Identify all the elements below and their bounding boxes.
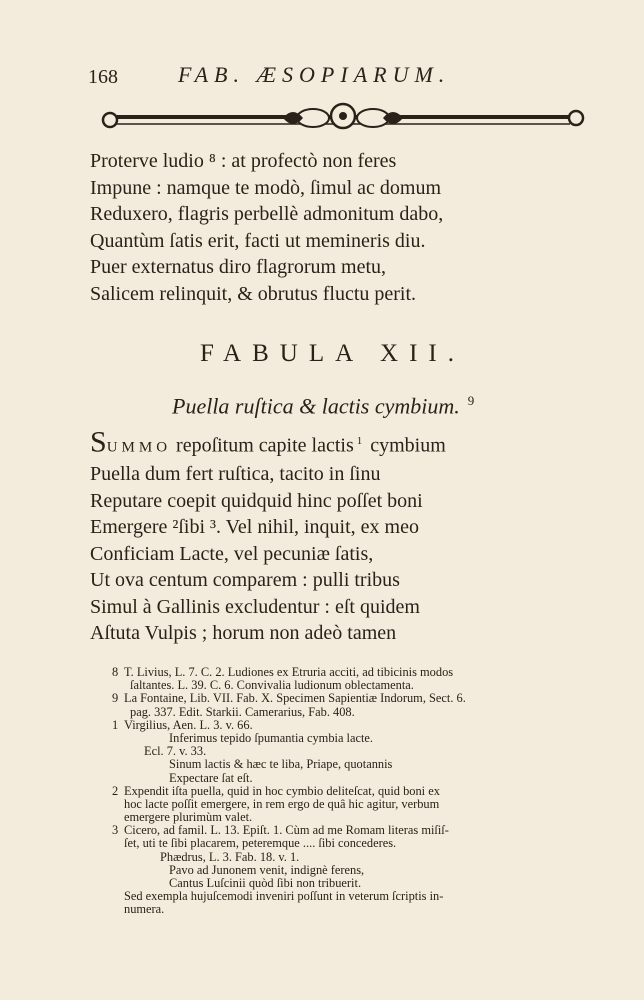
verse-line: Puella dum fert ruſtica, tacito in ſinu [90,463,381,486]
footnote-text: Phædrus, L. 3. Fab. 18. v. 1. [160,849,300,864]
footnote-text: Virgilius, Aen. L. 3. v. 66. [124,717,253,732]
verse-line: Aſtuta Vulpis ; horum non adeò tamen [90,622,397,645]
fable-title: FABULA XII. [200,340,465,367]
floral-ornament-icon [98,100,588,136]
footnote-mark: 2 [112,783,119,798]
footnote-ref: 9 [467,393,475,408]
page-number: 168 [88,66,118,88]
footnote-ref: 1 [356,435,363,447]
verse-line: Reputare coepit quidquid hinc poſſet boni [90,489,423,512]
fable-subtitle-text: Puella ruſtica & lactis cymbium. [172,393,460,419]
footnote-text: Ecl. 7. v. 33. [144,744,207,759]
footnote-text: Expendit iſta puella, quid in hoc cymbio deliteſcat, quid boni ex [124,783,440,798]
footnote-line [112,903,612,916]
footnote-text: numera. [124,902,165,917]
footnote-mark: 9 [112,691,119,706]
footnote-text: ſet, uti te ſibi placarem, peteremque .... ſibi concederes. [124,836,397,851]
dropcap: S [90,425,107,459]
footnote-text: Inferimus tepido ſpumantia cymbia lacte. [169,730,374,745]
footnote-text: Sed exempla hujuſcemodi inveniri poſſunt in veterum ſcriptis in- [124,889,444,904]
running-title: FAB. ÆSOPIARUM. [178,62,451,87]
footnote-text: T. Livius, L. 7. C. 2. Ludiones ex Etruria acciti, ad tibicinis modos [124,665,454,679]
verse-block-top [90,148,443,307]
smallcaps-word: UMMO [106,439,172,456]
verse-line: Reduxero, flagris perbellè admonitum dabo, [90,203,444,225]
verse-line-first [90,425,446,461]
verse-block-fable [90,425,446,647]
verse-line: Conficiam Lacte, vel pecuniæ ſatis, [90,542,374,565]
footnote-text: Cantus Luſcinii quòd ſibi non tribuerit. [169,876,362,890]
footnote-line [112,890,612,903]
verse-line: Ut ova centum comparem : pulli tribus [90,569,400,592]
footnote-mark: 3 [112,823,119,838]
footnote-text: Pavo ad Junonem venit, indignè ferens, [169,862,365,877]
footnote-text: Expectare ſat eſt. [169,770,253,785]
verse-line: Salicem relinquit, & obrutus fluctu perit. [90,282,417,305]
footnote-text: Sinum lactis & hæc te liba, Priape, quotannis [169,757,393,772]
page-header [88,62,558,92]
verse-line: Puer externatus diro flagrorum metu, [90,256,387,278]
verse-text: repoſitum capite lactis [171,434,354,457]
footnote-mark: 1 [112,717,119,732]
verse-line: Simul à Gallinis excludentur : eſt quidem [90,595,420,618]
verse-line: Proterve ludio ⁸ : at profectò non feres [90,150,397,172]
footnote-text: ſaltantes. L. 39. C. 6. Convivalia ludionum oblectamenta. [130,678,414,693]
footnote-mark: 8 [112,665,119,679]
verse-line: Quantùm ſatis erit, facti ut memineris diu. [90,229,426,252]
footnote-text: La Fontaine, Lib. VII. Fab. X. Specimen Sapientiæ Indorum, Sect. 6. [124,691,466,706]
footnote-text: hoc lacte poſſit emergere, in rem ergo de quâ hic agitur, verbum [124,796,440,811]
footnote-text: emergere plurimùm valet. [124,810,253,825]
fable-subtitle [172,393,474,419]
verse-line: Emergere ²ſibi ³. Vel nihil, inquit, ex meo [90,516,419,539]
verse-text: cymbium [365,434,446,457]
verse-line: Impune : namque te modò, ſimul ac domum [90,176,442,199]
footnotes [112,666,612,917]
footnote-text: Cicero, ad famil. L. 13. Epiſt. 1. Cùm ad me Romam literas miſiſ- [124,823,449,838]
footnote-text: pag. 337. Edit. Starkii. Camerarius, Fab. 408. [130,704,355,719]
